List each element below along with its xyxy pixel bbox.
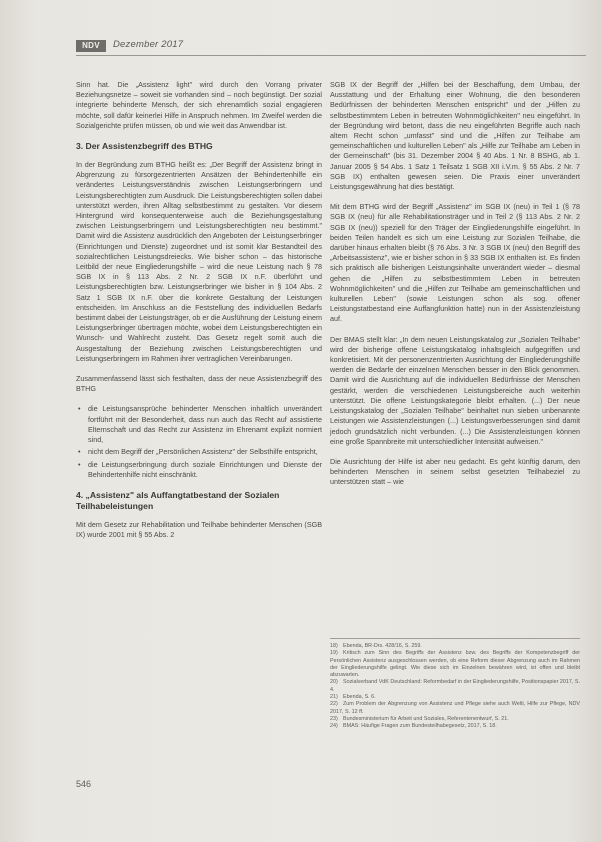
bullet-item: • die Leistungserbringung durch soziale Einrichtungen und Dienste der Behindertenhilfe nicht einschränkt. — [76, 460, 322, 480]
issue-label: Dezember 2017 — [113, 39, 184, 50]
left-column — [76, 80, 322, 550]
header-rule — [76, 55, 586, 56]
bullet-item: • die Leistungsansprüche behinderter Menschen inhaltlich unverändert fortführt mit der Besonderheit, dass nun auch das Recht auf assistierte Elternschaft und das Recht zur Assistenz im Ehrenamt explizit normiert sind, — [76, 404, 322, 445]
bullet-item: • nicht dem Begriff der „Persönlichen Assistenz" der Selbsthilfe entspricht, — [76, 447, 322, 457]
footnote: 23) Bundesministerium für Arbeit und Soziales, Referentenentwurf, S. 21. — [330, 715, 509, 722]
journal-badge: NDV — [76, 40, 106, 52]
section-heading: 3. Der Assistenzbegriff des BTHG — [76, 141, 213, 152]
paragraph: Sinn hat. Die „Assistenz light" wird durch den Vorrang privater Beziehungsnetze – soweit sie vorhanden sind – noch begünstigt. Der sozial integrierte behinderte Mensch, der sich ehrenamtlich sozial engagieren möchte, soll dafür keinerlei Hilfe in Anspruch nehmen. Im Zweifel werden die Sozialgerichte prüfen müssen, ob und wie weit das Anwendbar ist. — [76, 80, 322, 130]
paragraph: In der Begründung zum BTHG heißt es: „Der Begriff der Assistenz bringt in Abgrenzung zu fürsorgezentrierten Ansätzen der Behindertenhilfe ein verändertes Leistungsverständnis zwischen Leistungserbringern und Leistungsberechtigten zum Ausdruck. Die Leistungsberechtigten sollen dabei unterstützt werden, ihren Alltag selbstbestimmt zu gestalten. Vor diesem Hintergrund wird konsequenterweise auch die Beziehungsgestaltung zwischen Leistungserbringern und Leistungsberechtigten neu bestimmt." Damit wird die Assistenz ausdrücklich den Angeboten der Leistungserbringer (Einrichtungen und Dienste) zugeordnet und ist somit klar Bestandteil des sozialrechtlichen Leistungsdreiecks. Wie bisher schon – das historische Leitbild der neue Eingliederungshilfe – wird die neue Leistung nach § 78 SGB IX in § 113 Abs. 2 Nr. 2 SGB IX n.F. überführt und Leistungsberechtigten bzw. Leistungserbringer wie bisher in § 104 Abs. 2 Satz 1 SGB IX n.F. über die konkrete Gestaltung der Leistungen entscheiden. Im Anschluss an die Feststellung des individuellen Bedarfs bestimmt dabei der Leistungsträger, ob er die Ausführung der Leistung einem Leistungserbringer übertragen möchte, wobei dem Leistungsberechtigten ein Wunsch- und Wahlrecht zusteht. Das Gesetz regelt somit auch die Ausgestaltung der Beziehung zwischen Leistungsberechtigten und Leistungserbringern im Rahmen ihrer vertraglichen Vereinbarungen. — [76, 160, 322, 363]
footnote: 24) BMAS: Häufige Fragen zum Bundesteilhabegesetz, 2017, S. 18. — [330, 723, 497, 730]
page-number: 546 — [76, 779, 92, 789]
footnote: 19) Kritisch zum Sinn des Begriffs der Assistenz bzw. des Begriffs der Kompetenzbegriff der Persönlichen Assistenz ausgeschlossen werden, ob eine Reform dieser Abgrenzung auch im Rahmen der Eingliederungshilfe gelingt. Wie diese sich im Einzelnen bewähren wird, ist offen und bleibt abzuwarten. — [330, 650, 580, 679]
footnote: 20) Sozialverband VdK Deutschland: Reformbedarf in der Eingliederungshilfe, Positionspapier 2017, S. 4. — [330, 679, 580, 693]
page-header — [76, 38, 576, 56]
paragraph: Der BMAS stellt klar: „In dem neuen Leistungskatalog zur „Sozialen Teilhabe" wird der bisherige offene Leistungskatalog inhaltsgleich aufgegriffen und konkretisiert. Mit der personenzentrierten Ausrichtung der Eingliederungshilfe werden die Bedarfe der einzelnen Menschen besser in den Blick genommen. Damit wird die Ausrichtung auf die individuellen Bedürfnisse der Menschen gestärkt, werden die verschiedenen Leistungsbereiche auch weiterhin unterstützt. Die offene Leistungskategorie bleibt erhalten. (...) Der neue Leistungskatalog der „Sozialen Teilhabe" beinhaltet nun sieben unbenannte Leistungen wie Assistenzleistungen (...) Leistungsverbesserungen sind damit jedoch grundsätzlich nicht verbunden. (...) Die Assistenzleistungen können eine große Spannbreite mit unterschiedlicher Intensität aufweisen." — [330, 334, 580, 446]
footnote: 21) Ebenda, S. 6. — [330, 694, 376, 701]
right-column — [330, 80, 580, 498]
bullet-list — [76, 404, 322, 479]
footnotes — [330, 638, 580, 731]
paragraph: Zusammenfassend lässt sich festhalten, dass der neue Assistenzbegriff des BTHG — [76, 374, 322, 394]
paragraph: Mit dem BTHG wird der Begriff „Assistenz" im SGB IX (neu) in Teil 1 (§ 78 SGB IX (neu) für alle Rehabilitationsträger und in Teil 2 (§ 113 Abs. 2 Nr. 2 SGB IX (neu)) speziell für den Träger der Eingliederungshilfe eingeführt. In beiden Teilen handelt es sich um eine Leistung zur Sozialen Teilhabe, die darüber hinaus erhalten bleibt (§ 76 Abs. 3 Nr. 3 SGB IX (neu) den Begriff des „Arbeitsassistenz", wie er bisher schon in § 33 SGB IX enthalten ist. Es finden sich praktisch alle bisherigen Leistungsinhalte unverändert wieder – diesmal gehen die „Hilfen zu selbstbestimmtem Leben in betreuten Wohnmöglichkeiten" und die „Hilfen zur Teilhabe am gemeinschaftlichen und kulturellen Leben" (sowie Leistungen schon als sog. offener Leistungstatbestand eine Auffangfunktion hatte) nun in der Assistenzleistung auf. — [330, 202, 580, 324]
section-heading: 4. „Assistenz" als Auffangtatbestand der Sozialen Teilhabeleistungen — [76, 489, 280, 511]
footnote: 22) Zum Problem der Abgrenzung von Assistenz und Pflege siehe auch Welti, Hilfe zur Pflege, NDV 2017, S. 12 ff. — [330, 701, 580, 715]
footnote: 18) Ebenda, BR-Drs. 428/16, S. 259. — [330, 643, 422, 649]
paragraph: Mit dem Gesetz zur Rehabilitation und Teilhabe behinderter Menschen (SGB IX) wurde 2001 mit § 55 Abs. 2 — [76, 519, 322, 540]
paragraph: SGB IX der Begriff der „Hilfen bei der Beschaffung, dem Umbau, der Ausstattung und der Erhaltung einer Wohnung, die den besonderen Bedürfnissen der behinderten Menschen entspricht" und der „Hilfen zu selbstbestimmtem Leben in betreuten Wohnmöglichkeiten" neu eingeführt. In der Begründung wird betont, dass die neu eingeführten Begriffe auch nach altem Recht schon „umfasst" sind und die „Hilfen zur Teilhabe am gemeinschaftlichen und kulturellen Leben" als „Hilfe zur Teilhabe am Leben in der Gemeinschaft" (bis 31. Dezember 2004 § 40 Abs. 1 Nr. 8 BSHG, ab 1. Januar 2005 § 54 Abs. 1 Satz 1 Teilsatz 1 SGB XII i.V.m. § 55 Abs. 2 Nr. 7 SGB IX) enthalten gewesen seien. Die Praxis einer unverändert Leistungsgewährung hat dies bestätigt. — [330, 80, 580, 192]
paragraph: Die Ausrichtung der Hilfe ist aber neu gedacht. Es geht künftig darum, den behinderten Menschen in seinem selbst gesetzten Teilhabeziel zu unterstützen statt – wie — [330, 456, 580, 487]
